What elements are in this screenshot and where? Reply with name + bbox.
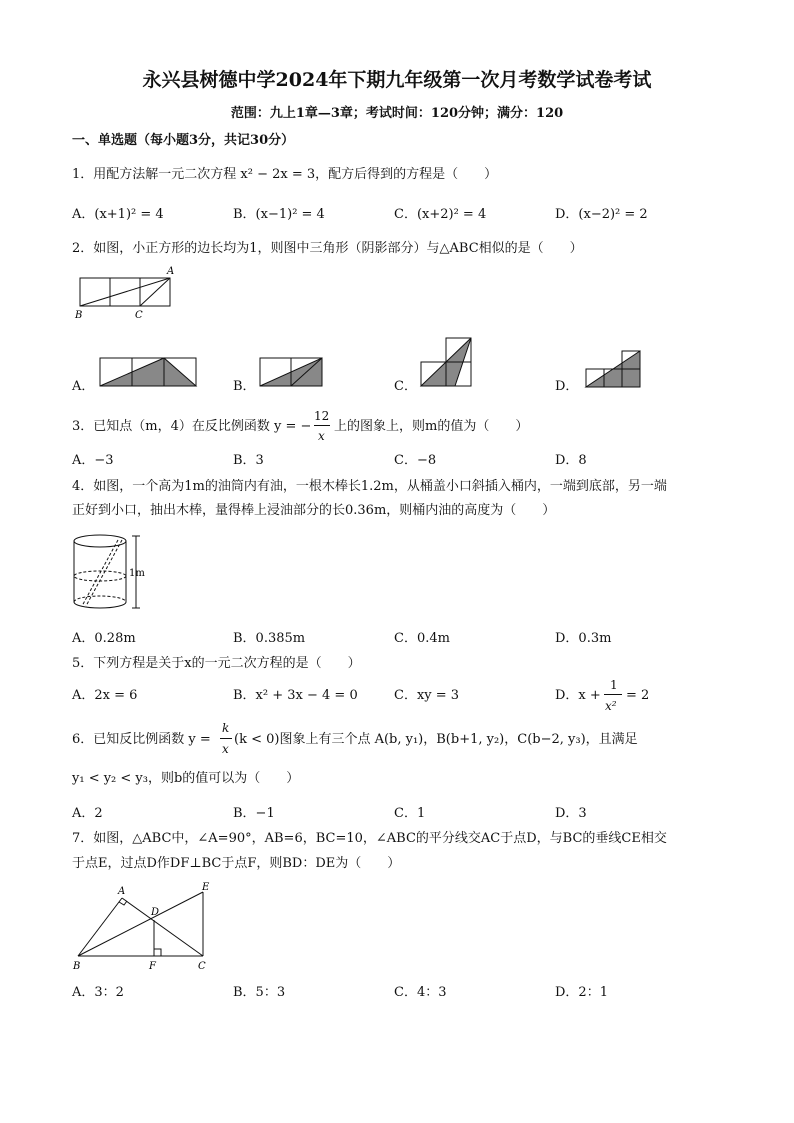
q1-option-d[interactable]: D．(x−2)² = 2 <box>555 207 648 222</box>
q5-option-a[interactable]: A．2x = 6 <box>72 688 138 703</box>
q6-fraction-denominator: x <box>222 742 229 756</box>
q3-fraction-numerator: 12 <box>314 409 330 423</box>
q1-option-b[interactable]: B．(x−1)² = 4 <box>233 207 325 222</box>
q1-option-c[interactable]: C．(x+2)² = 4 <box>394 207 487 222</box>
question-4-line-2: 正好到小口，抽出木棒，量得棒上浸油部分的长0.36m，则桶内油的高度为（ ） <box>72 503 556 518</box>
section-heading: 一、单选题（每小题3分，共记30分） <box>72 133 295 148</box>
q4-oil-barrel-figure <box>72 532 157 612</box>
q2-option-b-figure[interactable] <box>258 356 324 388</box>
q6-option-b[interactable]: B．−1 <box>233 806 275 821</box>
q6-option-d[interactable]: D．3 <box>555 806 587 821</box>
question-3-stem-start: 3．已知点（m，4）在反比例函数 y = − <box>72 419 312 434</box>
q5-option-d-fraction-bar <box>604 694 622 695</box>
q4-option-c[interactable]: C．0.4m <box>394 631 450 646</box>
q7-triangle-figure <box>72 882 217 974</box>
q4-option-d[interactable]: D．0.3m <box>555 631 612 646</box>
question-1-stem: 1．用配方法解一元二次方程 x² − 2x = 3，配方后得到的方程是（ ） <box>72 167 498 182</box>
question-7-line-2: 于点E，过点D作DF⊥BC于点F，则BD：DE为（ ） <box>72 856 401 871</box>
q7-option-c[interactable]: C．4：3 <box>394 985 447 1000</box>
page-title: 永兴县树德中学2024年下期九年级第一次月考数学试卷考试 <box>142 69 652 91</box>
q3-fraction-bar <box>314 425 330 426</box>
q3-option-c[interactable]: C．−8 <box>394 453 437 468</box>
question-4-line-1: 4．如图，一个高为1m的油筒内有油，一根木棒长1.2m，从桶盖小口斜插入桶内，一端到底部，另一端 <box>72 479 667 494</box>
q6-fraction-numerator: k <box>222 721 230 735</box>
q2-option-a-figure[interactable] <box>98 356 198 388</box>
q2-option-c-figure[interactable] <box>419 336 473 388</box>
q3-option-b[interactable]: B．3 <box>233 453 264 468</box>
q4-option-b[interactable]: B．0.385m <box>233 631 306 646</box>
q6-option-c[interactable]: C．1 <box>394 806 426 821</box>
q4-option-a[interactable]: A．0.28m <box>72 631 136 646</box>
q7-label-c: C <box>198 961 206 972</box>
q7-option-d[interactable]: D．2：1 <box>555 985 608 1000</box>
q5-option-c[interactable]: C．xy = 3 <box>394 688 460 703</box>
question-2-stem: 2．如图，小正方形的边长均为1，则图中三角形（阴影部分）与△ABC相似的是（ ） <box>72 241 583 256</box>
q6-option-a[interactable]: A．2 <box>72 806 103 821</box>
q2-option-d-figure[interactable] <box>584 349 642 389</box>
question-7-line-1: 7．如图，△ABC中，∠A=90°，AB=6，BC=10，∠ABC的平分线交AC于点D，与BC的垂线CE相交 <box>72 831 667 846</box>
q2-option-a[interactable]: A． <box>72 379 95 394</box>
exam-info: 范围：九上1章—3章；考试时间：120分钟；满分：120 <box>230 106 564 121</box>
q3-fraction-denominator: x <box>318 429 325 443</box>
q2-label-a: A <box>167 266 175 277</box>
q2-option-c[interactable]: C． <box>394 379 417 394</box>
question-6-line-2: y₁ < y₂ < y₃，则b的值可以为（ ） <box>72 771 300 786</box>
q2-reference-figure <box>74 262 184 322</box>
q5-option-b[interactable]: B．x² + 3x − 4 = 0 <box>233 688 358 703</box>
q2-label-c: C <box>135 310 143 321</box>
q3-option-a[interactable]: A．−3 <box>72 453 114 468</box>
q7-option-a[interactable]: A．3：2 <box>72 985 124 1000</box>
q1-option-a[interactable]: A．(x+1)² = 4 <box>72 207 164 222</box>
q4-height-label: 1m <box>129 568 145 579</box>
question-5-stem: 5．下列方程是关于x的一元二次方程的是（ ） <box>72 656 361 671</box>
q2-option-d[interactable]: D． <box>555 379 579 394</box>
q3-option-d[interactable]: D．8 <box>555 453 587 468</box>
q6-fraction-bar <box>220 738 232 739</box>
q7-label-d: D <box>151 907 160 918</box>
q7-label-b: B <box>73 961 81 972</box>
question-3-stem-end: 上的图象上，则m的值为（ ） <box>334 419 529 434</box>
question-6-stem-end: (k < 0)图象上有三个点 A(b, y₁)，B(b+1, y₂)，C(b−2, y₃)，且满足 <box>234 732 638 747</box>
q5-option-d-denominator: x² <box>605 699 617 713</box>
q2-option-b[interactable]: B． <box>233 379 256 394</box>
q2-label-b: B <box>75 310 83 321</box>
q5-option-d-numerator: 1 <box>610 678 618 692</box>
q7-label-f: F <box>149 961 156 972</box>
q7-option-b[interactable]: B．5：3 <box>233 985 286 1000</box>
q7-label-a: A <box>118 886 126 897</box>
question-6-stem-start: 6．已知反比例函数 y = <box>72 732 211 747</box>
q5-option-d-start[interactable]: D．x + <box>555 688 601 703</box>
q7-label-e: E <box>202 882 210 893</box>
q5-option-d-end: = 2 <box>626 688 650 703</box>
